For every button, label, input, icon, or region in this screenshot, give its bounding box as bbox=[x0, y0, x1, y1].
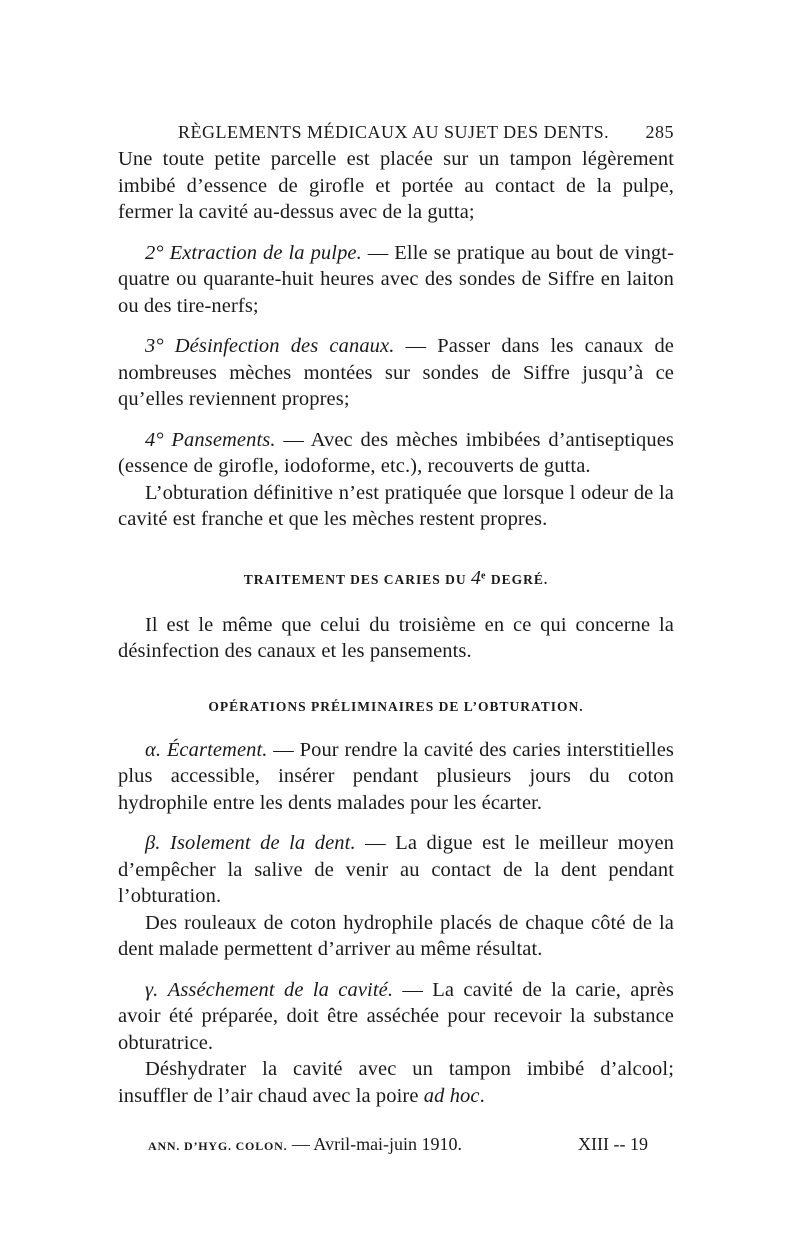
section-heading-obturation: OPÉRATIONS PRÉLIMINAIRES DE L’OBTURATION. bbox=[208, 698, 584, 714]
heading-text: DEGRÉ. bbox=[486, 571, 549, 587]
paragraph: L’obturation définitive n’est pratiquée que lorsque l odeur de la cavité est franche et que les mèches restent propres. bbox=[118, 481, 674, 530]
paragraph-text: Déshydrater la cavité avec un tampon imbibé d’alcool; insuffler de l’air chaud avec la poire bbox=[118, 1058, 674, 1107]
paragraph: Il est le même que celui du troisième en ce qui concerne la désinfection des canaux et les pansements. bbox=[118, 613, 674, 662]
paragraph-text: — Passer dans les canaux de nombreuses mèches montées sur sondes de Siffre jusqu’à ce qu’elles reviennent propres; bbox=[118, 335, 674, 410]
heading-superscript: e bbox=[481, 570, 487, 581]
paragraph-desinfection bbox=[118, 333, 674, 413]
signature-mark: XIII -- 19 bbox=[578, 1134, 648, 1154]
section-heading-4e-degre bbox=[118, 567, 674, 590]
paragraph-lead: α. Écartement. bbox=[145, 738, 268, 761]
paragraph-text: — La digue est le meilleur moyen d’empêcher la salive de venir au contact de la dent pendant l’obturation. bbox=[118, 832, 674, 907]
paragraph-text: — Pour rendre la cavité des caries interstitielles plus accessible, insérer pendant plusieurs jours du coton hydrophile entre les dents malades pour les écarter. bbox=[118, 738, 674, 814]
paragraph-deshydrater bbox=[118, 1056, 674, 1109]
paragraph-text: — Elle se pratique au bout de vingt-quatre ou quarante-huit heures avec des sondes de Siffre en laiton ou des tire-nerfs; bbox=[118, 241, 674, 317]
paragraph-lead: 3° Désinfection des canaux. bbox=[145, 335, 395, 357]
paragraph-lead: 4° Pansements. bbox=[145, 428, 276, 451]
paragraph-assechement bbox=[118, 977, 674, 1057]
paragraph-text: — La cavité de la carie, après avoir été préparée, doit être asséchée pour recevoir la substance obturatrice. bbox=[118, 978, 675, 1054]
heading-number: 4 bbox=[471, 566, 482, 589]
page bbox=[118, 116, 674, 1109]
page-number: 285 bbox=[645, 122, 674, 142]
paragraph-text: . bbox=[479, 1084, 485, 1107]
paragraph: Une toute petite parcelle est placée sur un tampon légèrement imbibé d’essence de girofle et portée au contact de la pulpe, fermer la cavité au-dessus avec de la gutta; bbox=[118, 148, 674, 223]
paragraph-isolement bbox=[118, 830, 674, 910]
paragraph-lead: 2° Extraction de la pulpe. bbox=[145, 241, 362, 264]
issue-date: — Avril-mai-juin 1910. bbox=[287, 1134, 463, 1154]
page-footer bbox=[148, 1130, 648, 1156]
paragraph-extraction bbox=[118, 240, 674, 320]
heading-text: TRAITEMENT DES CARIES DU bbox=[243, 571, 472, 587]
paragraph-lead: β. Isolement de la dent. bbox=[145, 832, 356, 854]
paragraph-text: — Avec des mèches imbibées d’antiseptiques (essence de girofle, iodoforme, etc.), recouverts de gutta. bbox=[118, 428, 674, 477]
footer-citation bbox=[148, 1134, 462, 1155]
running-header bbox=[118, 116, 674, 146]
running-title: RÈGLEMENTS MÉDICAUX AU SUJET DES DENTS. bbox=[178, 122, 610, 142]
paragraph-pansements bbox=[118, 427, 674, 480]
paragraph-ecartement bbox=[118, 737, 674, 817]
journal-name: ANN. D’HYG. COLON. bbox=[148, 1139, 288, 1153]
paragraph-lead: γ. Asséchement de la cavité. bbox=[145, 978, 394, 1001]
paragraph: Des rouleaux de coton hydrophile placés de chaque côté de la dent malade permettent d’arriver au même résultat. bbox=[118, 911, 674, 960]
latin-phrase: ad hoc bbox=[423, 1084, 480, 1107]
